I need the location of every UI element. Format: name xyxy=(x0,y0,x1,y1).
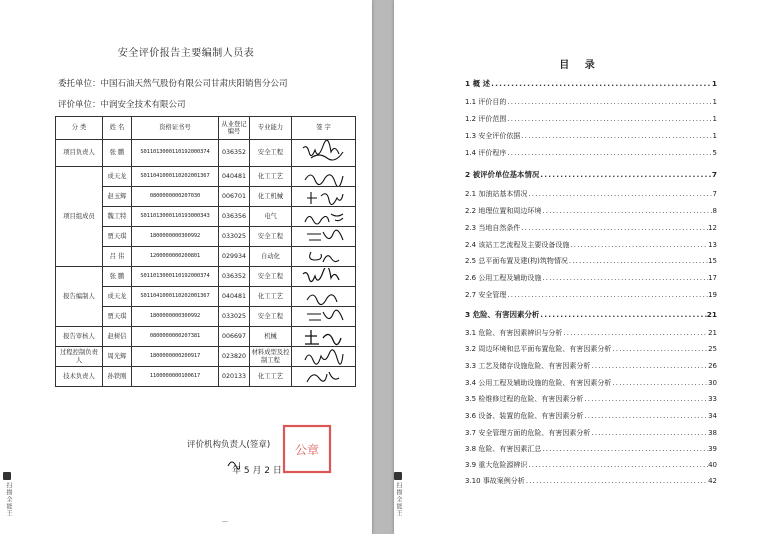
category-cell: 技术负责人 xyxy=(56,367,103,387)
name-cell: 成天龙 xyxy=(103,287,132,307)
skill-cell: 安全工程 xyxy=(250,227,292,247)
toc-entry-title: 3.6 设备、装置的危险、有害因素分析 xyxy=(465,412,584,420)
name-cell: 赵树信 xyxy=(103,327,132,347)
toc-entry-title: 3.7 安全管理方面的危险、有害因素分析 xyxy=(465,429,591,437)
handwritten-signature xyxy=(297,348,351,366)
table-row xyxy=(56,167,356,187)
table-row xyxy=(56,327,356,347)
toc-entry-title: 2.5 总平面布置及建(构)筑物情况 xyxy=(465,257,568,265)
skill-cell: 机械 xyxy=(250,327,292,347)
cert-cell: S011041000110202001367 xyxy=(132,287,219,307)
svg-text:公章: 公章 xyxy=(294,443,320,457)
reg-cell: 006701 xyxy=(219,187,250,207)
toc-entry xyxy=(465,378,717,388)
cert-cell: 1800000000300992 xyxy=(132,307,219,327)
toc-entry xyxy=(465,206,717,216)
reg-cell: 006697 xyxy=(219,327,250,347)
toc-entry-page: 5 xyxy=(712,149,717,157)
name-cell: 周光辉 xyxy=(103,347,132,367)
header-name: 姓 名 xyxy=(103,117,132,140)
toc-entry-page: 39 xyxy=(708,445,717,453)
toc-entry-title: 2.7 安全管理 xyxy=(465,291,507,299)
toc-entry xyxy=(465,223,717,233)
cert-cell: 1100000000100617 xyxy=(132,367,219,387)
toc-leader-dots xyxy=(583,412,708,420)
toc-entry xyxy=(465,476,717,486)
name-cell: 贾天琪 xyxy=(103,307,132,327)
toc-entry-page: 1 xyxy=(712,132,717,140)
toc-leader-dots xyxy=(611,345,708,353)
toc-entry-page: 7 xyxy=(712,190,717,198)
toc-entry xyxy=(465,114,717,124)
cert-cell: S011041000110202001367 xyxy=(132,167,219,187)
toc-entry-page: 30 xyxy=(708,379,717,387)
toc-leader-dots xyxy=(568,257,708,265)
handwritten-signature xyxy=(297,248,351,266)
toc-entry-page: 13 xyxy=(708,241,717,249)
header-category: 分 类 xyxy=(56,117,103,140)
skill-cell: 安全工程 xyxy=(250,140,292,167)
toc-leader-dots xyxy=(527,190,712,198)
category-cell: 项目组成员 xyxy=(56,167,103,267)
cert-cell: 1800000000200917 xyxy=(132,347,219,367)
category-cell: 过程控制负责人 xyxy=(56,347,103,367)
name-cell: 张 鹏 xyxy=(103,140,132,167)
toc-leader-dots xyxy=(506,291,708,299)
toc-entry-title: 3 危险、有害因素分析 xyxy=(465,310,540,319)
table-row xyxy=(56,140,356,167)
handwritten-signature xyxy=(297,268,351,286)
cert-cell: S011013000110192000374 xyxy=(132,267,219,287)
header-cert: 资格证书号 xyxy=(132,117,219,140)
toc-leader-dots xyxy=(590,362,708,370)
toc-leader-dots xyxy=(541,274,708,282)
header-signature: 签 字 xyxy=(292,117,356,140)
reg-cell: 029934 xyxy=(219,247,250,267)
company-seal-icon xyxy=(278,420,336,478)
name-cell: 赵玉辉 xyxy=(103,187,132,207)
signature-cell xyxy=(292,367,356,387)
toc-leader-dots xyxy=(490,79,712,88)
handwritten-signature xyxy=(297,328,351,346)
toc-entry-page: 1 xyxy=(711,79,717,88)
signature-cell xyxy=(292,187,356,207)
institution-head-sign-label: 评价机构负责人(签章) xyxy=(187,440,271,450)
reg-cell: 036352 xyxy=(219,140,250,167)
signature-cell xyxy=(292,247,356,267)
toc-entry-page: 33 xyxy=(708,395,717,403)
toc-leader-dots xyxy=(583,395,708,403)
scanner-brand-watermark: 扫描全能王 xyxy=(5,482,12,517)
reg-cell: 020133 xyxy=(219,367,250,387)
cert-cell: 1800000000300992 xyxy=(132,227,219,247)
scanner-logo-icon xyxy=(394,472,402,480)
toc-entry-title: 2.6 公用工程及辅助设施 xyxy=(465,274,542,282)
left-document-page xyxy=(0,0,372,534)
toc-entry-title: 3.4 公用工程及辅助设施的危险、有害因素分析 xyxy=(465,379,612,387)
toc-entry-title: 2 被评价单位基本情况 xyxy=(465,170,540,179)
toc-leader-dots xyxy=(569,241,708,249)
toc-leader-dots xyxy=(541,207,712,215)
skill-cell: 化工工艺 xyxy=(250,287,292,307)
handwritten-signature xyxy=(297,208,351,226)
toc-entry-page: 21 xyxy=(708,329,717,337)
signature-cell xyxy=(292,327,356,347)
toc-entry xyxy=(465,78,717,89)
skill-cell: 安全工程 xyxy=(250,307,292,327)
toc-entry-page: 1 xyxy=(712,98,717,106)
handwritten-signature xyxy=(297,168,351,186)
signature-cell xyxy=(292,167,356,187)
skill-cell: 安全工程 xyxy=(250,267,292,287)
page-title: 安全评价报告主要编制人员表 xyxy=(117,48,255,59)
reg-cell: 033025 xyxy=(219,227,250,247)
reg-cell: 040481 xyxy=(219,287,250,307)
signature-cell xyxy=(292,307,356,327)
toc-entry-title: 3.2 周边环境和总平面布置危险、有害因素分析 xyxy=(465,345,612,353)
toc-entry-page: 40 xyxy=(708,461,717,469)
toc-entry-page: 42 xyxy=(708,477,717,485)
toc-entry-page: 12 xyxy=(708,224,717,232)
cert-cell: 0800000000207381 xyxy=(132,327,219,347)
toc-leader-dots xyxy=(506,115,712,123)
table-header-row xyxy=(56,117,356,140)
signature-cell xyxy=(292,227,356,247)
toc-entry xyxy=(465,460,717,470)
toc-entry-page: 25 xyxy=(708,345,717,353)
toc-entry-title: 3.9 重大危险源辨识 xyxy=(465,461,528,469)
toc-leader-dots xyxy=(520,224,708,232)
cert-cell: S011013000110192000374 xyxy=(132,140,219,167)
toc-entry xyxy=(465,444,717,454)
toc-entry xyxy=(465,148,717,158)
toc-entry xyxy=(465,290,717,300)
toc-entry xyxy=(465,344,717,354)
staff-table xyxy=(55,116,356,387)
cert-cell: S011013000110193000343 xyxy=(132,207,219,227)
toc-entry xyxy=(465,189,717,199)
handwritten-signature xyxy=(297,288,351,306)
name-cell: 魏工特 xyxy=(103,207,132,227)
scanner-brand-watermark: 扫描全能王 xyxy=(395,482,402,517)
signature-cell xyxy=(292,207,356,227)
header-reg: 从业登记编号 xyxy=(219,117,250,140)
skill-cell: 化工机械 xyxy=(250,187,292,207)
handwritten-signature xyxy=(297,228,351,246)
cert-cell: 1200000000200801 xyxy=(132,247,219,267)
toc-entry-title: 1 概 述 xyxy=(465,79,491,88)
toc-entry xyxy=(465,131,717,141)
signature-date: 年 5 月 2 日 xyxy=(232,466,282,476)
toc-leader-dots xyxy=(611,379,708,387)
handwritten-signature xyxy=(297,308,351,326)
toc-leader-dots xyxy=(527,461,708,469)
signature-cell xyxy=(292,347,356,367)
signature-cell xyxy=(292,287,356,307)
evaluator-unit-line: 评价单位：中润安全技术有限公司 xyxy=(58,100,186,110)
table-row xyxy=(56,267,356,287)
toc-entry xyxy=(465,240,717,250)
toc-entry-page: 8 xyxy=(712,207,717,215)
handwritten-signature xyxy=(297,188,351,206)
name-cell: 成天龙 xyxy=(103,167,132,187)
toc-entry-title: 2.2 地理位置和周边环境 xyxy=(465,207,542,215)
toc-entry xyxy=(465,411,717,421)
category-cell: 项目负责人 xyxy=(56,140,103,167)
cert-cell: 0800000000207030 xyxy=(132,187,219,207)
toc-entry xyxy=(465,256,717,266)
toc-entry-page: 38 xyxy=(708,429,717,437)
toc-entry-title: 1.4 评价程序 xyxy=(465,149,507,157)
toc-entry-title: 1.3 安全评价依据 xyxy=(465,132,521,140)
reg-cell: 036356 xyxy=(219,207,250,227)
toc-entry-page: 19 xyxy=(708,291,717,299)
category-cell: 报告编制人 xyxy=(56,267,103,327)
skill-cell: 化工工艺 xyxy=(250,367,292,387)
toc-entry-page: 1 xyxy=(712,115,717,123)
toc-entry-page: 34 xyxy=(708,412,717,420)
toc-entry xyxy=(465,97,717,107)
name-cell: 贾天琪 xyxy=(103,227,132,247)
toc-leader-dots xyxy=(590,429,708,437)
reg-cell: 040481 xyxy=(219,167,250,187)
toc-leader-dots xyxy=(506,98,712,106)
toc-entry-title: 1.1 评价目的 xyxy=(465,98,507,106)
reg-cell: 033025 xyxy=(219,307,250,327)
toc-leader-dots xyxy=(539,170,712,179)
toc-entry xyxy=(465,394,717,404)
client-unit-line: 委托单位：中国石油天然气股份有限公司甘肃庆阳销售分公司 xyxy=(58,79,288,89)
name-cell: 孙铁刚 xyxy=(103,367,132,387)
toc-entry xyxy=(465,328,717,338)
signature-cell xyxy=(292,267,356,287)
toc-entry-page: 26 xyxy=(708,362,717,370)
toc-entry-title: 3.1 危险、有害因素辨识与分析 xyxy=(465,329,563,337)
toc-entry-page: 7 xyxy=(711,170,717,179)
reg-cell: 023820 xyxy=(219,347,250,367)
signature-cell xyxy=(292,140,356,167)
toc-entry-title: 3.10 事故案例分析 xyxy=(465,477,525,485)
table-row xyxy=(56,347,356,367)
skill-cell: 化工工艺 xyxy=(250,167,292,187)
header-skill: 专业能力 xyxy=(250,117,292,140)
toc-leader-dots xyxy=(541,445,708,453)
toc-entry-title: 1.2 评价范围 xyxy=(465,115,507,123)
toc-entry xyxy=(465,309,717,320)
toc-leader-dots xyxy=(506,149,712,157)
name-cell: 吕 伟 xyxy=(103,247,132,267)
skill-cell: 自动化 xyxy=(250,247,292,267)
toc-entry xyxy=(465,361,717,371)
toc-leader-dots xyxy=(539,310,706,319)
toc-entry-title: 3.5 检维修过程的危险、有害因素分析 xyxy=(465,395,584,403)
name-cell: 张 鹏 xyxy=(103,267,132,287)
toc-entry-page: 21 xyxy=(706,310,717,319)
reg-cell: 036352 xyxy=(219,267,250,287)
toc-leader-dots xyxy=(562,329,708,337)
toc-entry xyxy=(465,273,717,283)
toc-entry-title: 3.3 工艺及储存设施危险、有害因素分析 xyxy=(465,362,591,370)
toc-title: 目 录 xyxy=(559,60,601,71)
handwritten-signature xyxy=(297,368,351,386)
toc-entry xyxy=(465,169,717,180)
toc-entry-title: 2.1 加油站基本情况 xyxy=(465,190,528,198)
page-footer-mark: — xyxy=(222,518,228,525)
toc-entry xyxy=(465,428,717,438)
toc-entry-page: 17 xyxy=(708,274,717,282)
category-cell: 报告审核人 xyxy=(56,327,103,347)
toc-entry-title: 2.4 该站工艺流程及主要设备设施 xyxy=(465,241,570,249)
skill-cell: 电气 xyxy=(250,207,292,227)
toc-leader-dots xyxy=(520,132,712,140)
handwritten-signature xyxy=(297,140,351,166)
skill-cell: 材料成型及控制工程 xyxy=(250,347,292,367)
table-row xyxy=(56,367,356,387)
scanner-logo-icon xyxy=(3,472,11,480)
toc-leader-dots xyxy=(525,477,708,485)
toc-entry-title: 2.3 当地自然条件 xyxy=(465,224,521,232)
toc-entry-title: 3.8 危险、有害因素汇总 xyxy=(465,445,542,453)
toc-entry-page: 15 xyxy=(708,257,717,265)
